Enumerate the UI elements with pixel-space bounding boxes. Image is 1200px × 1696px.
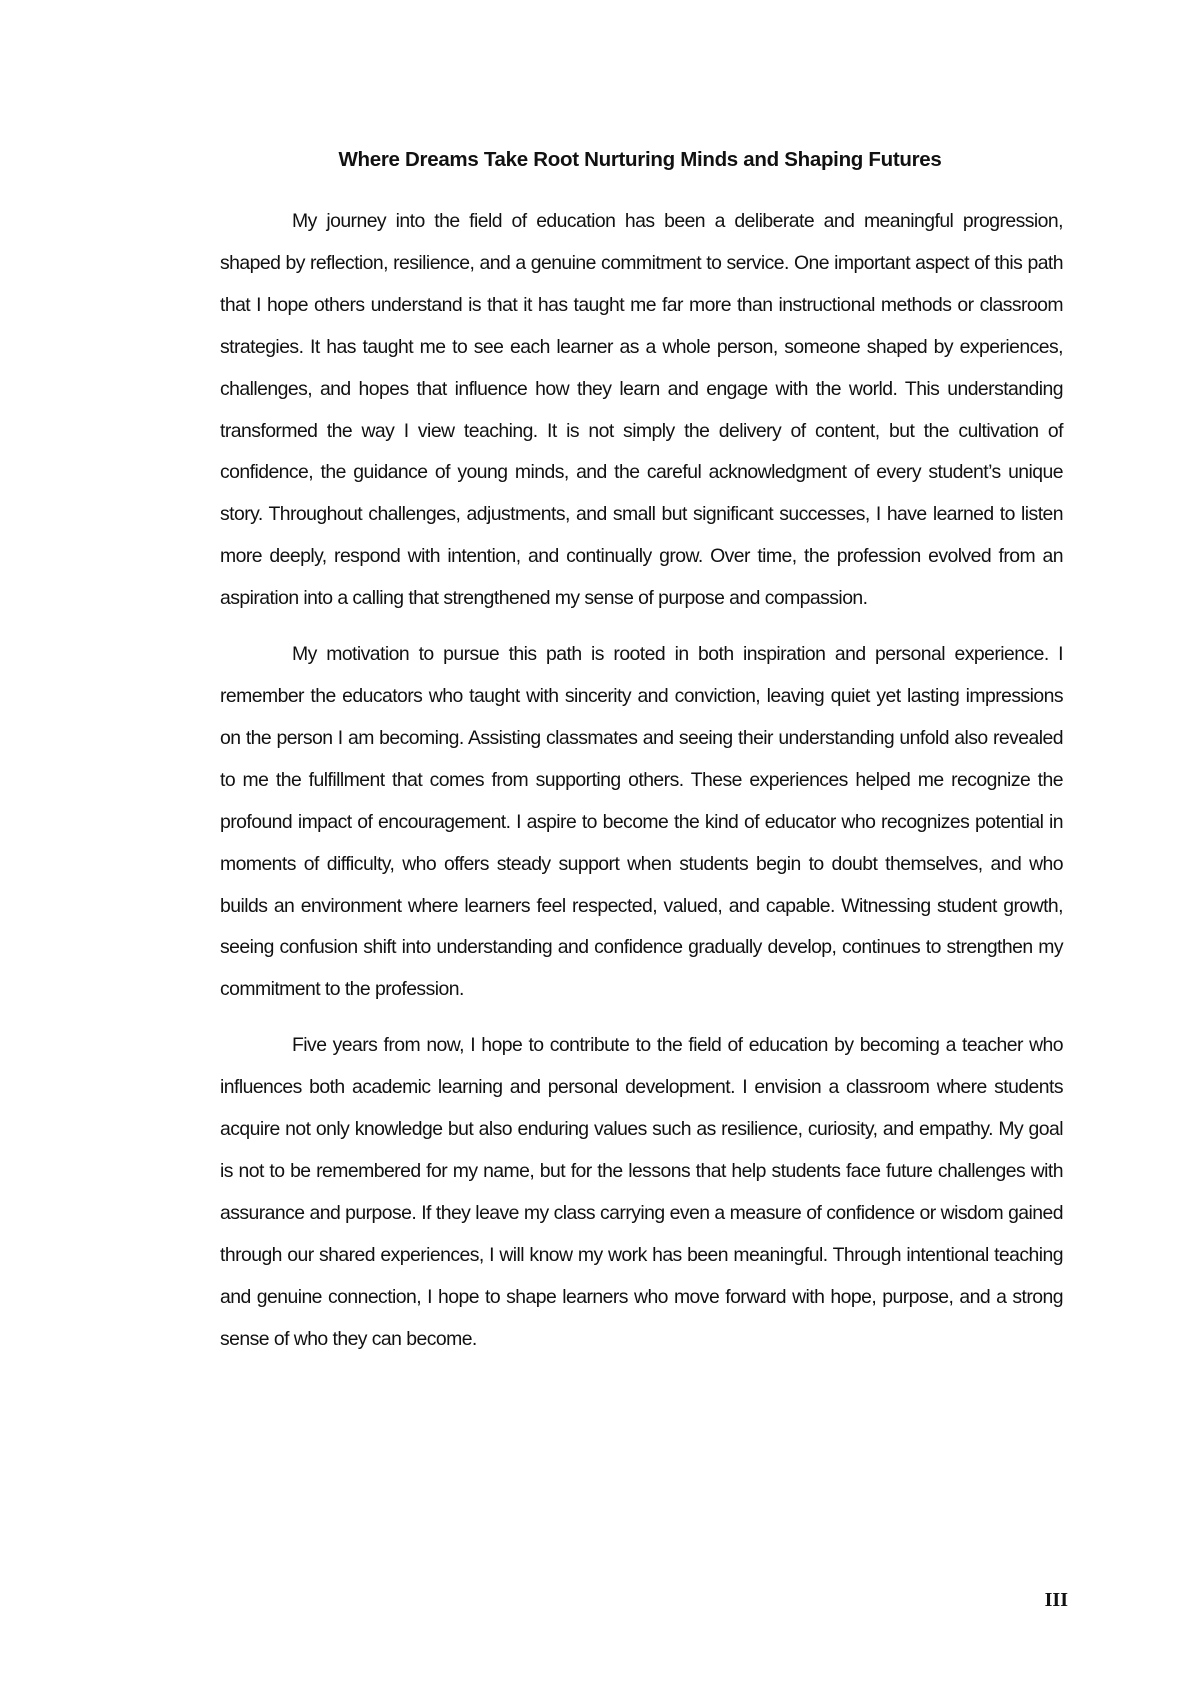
page-number: III <box>1044 1589 1068 1611</box>
paragraph-2: My motivation to pursue this path is rooted in both inspiration and personal experience. I remember the educators who taught with sincerity and conviction, leaving quiet yet lasting impressions on the person I am becoming. Assisting classmates and seeing their understanding unfold also revealed to me the fulfillment that comes from supporting others. These experiences helped me recognize the profound impact of encouragement. I aspire to become the kind of educator who recognizes potential in moments of difficulty, who offers steady support when students begin to doubt themselves, and who builds an environment where learners feel respected, valued, and capable. Witnessing student growth, seeing confusion shift into understanding and confidence gradually develop, continues to strengthen my commitment to the profession. <box>220 643 1063 1001</box>
essay-body <box>220 201 1063 1374</box>
essay-title: Where Dreams Take Root Nurturing Minds and Shaping Futures <box>338 148 942 171</box>
paragraph-3: Five years from now, I hope to contribute to the field of education by becoming a teacher who influences both academic learning and personal development. I envision a classroom where students acquire not only knowledge but also enduring values such as resilience, curiosity, and empathy. My goal is not to be remembered for my name, but for the lessons that help students face future challenges with assurance and purpose. If they leave my class carrying even a measure of confidence or wisdom gained through our shared experiences, I will know my work has been meaningful. Through intentional teaching and genuine connection, I hope to shape learners who move forward with hope, purpose, and a strong sense of who they can become. <box>220 1034 1063 1350</box>
paragraph-1: My journey into the field of education has been a deliberate and meaningful progression, shaped by reflection, resilience, and a genuine commitment to service. One important aspect of this path that I hope others understand is that it has taught me far more than instructional methods or classroom strategies. It has taught me to see each learner as a whole person, someone shaped by experiences, challenges, and hopes that influence how they learn and engage with the world. This understanding transformed the way I view teaching. It is not simply the delivery of content, but the cultivation of confidence, the guidance of young minds, and the careful acknowledgment of every student’s unique story. Throughout challenges, adjustments, and small but significant successes, I have learned to listen more deeply, respond with intention, and continually grow. Over time, the profession evolved from an aspiration into a calling that strengthened my sense of purpose and compassion. <box>220 210 1063 610</box>
